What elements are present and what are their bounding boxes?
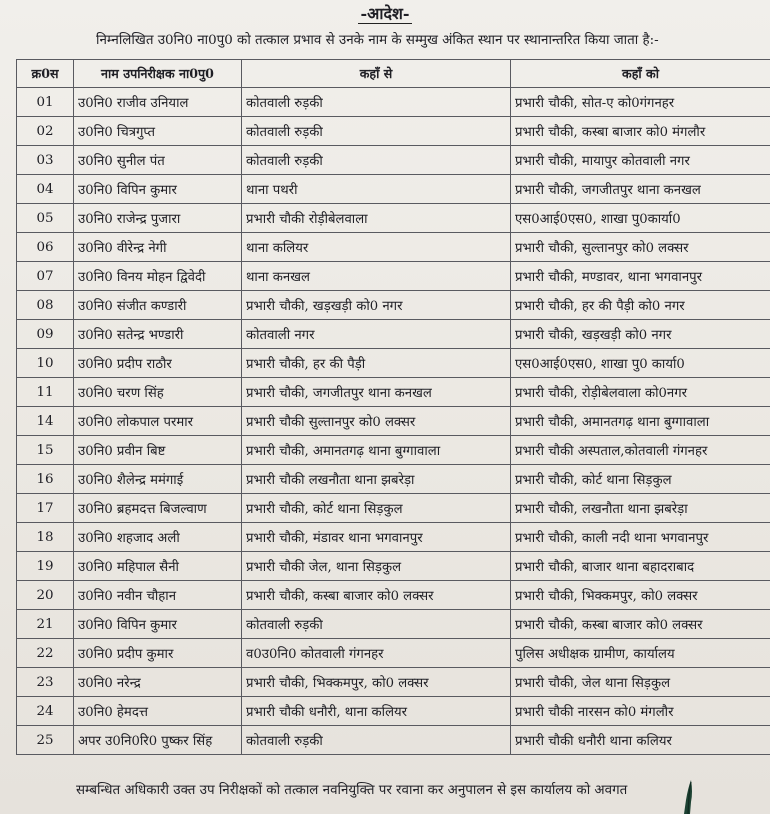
cell-officer-name: उ0नि0 राजीव उनियाल <box>74 88 242 117</box>
table-row <box>17 726 770 755</box>
cell-to-location: प्रभारी चौकी, रोड़ीबेलवाला को0नगर <box>511 378 770 407</box>
cell-officer-name: उ0नि0 चरण सिंह <box>74 378 242 407</box>
cell-officer-name: उ0नि0 सतेन्द्र भण्डारी <box>74 320 242 349</box>
cell-from-location: कोतवाली रुड़की <box>242 88 511 117</box>
cell-from-location: प्रभारी चौकी, भिक्कमपुर, को0 लक्सर <box>242 668 511 697</box>
cell-serial-number: 20 <box>17 581 74 610</box>
cell-from-location: प्रभारी चौकी, अमानतगढ़ थाना बुग्गावाला <box>242 436 511 465</box>
cell-from-location: प्रभारी चौकी, खड़खड़ी को0 नगर <box>242 291 511 320</box>
document-title: -आदेश- <box>360 4 410 23</box>
cell-to-location: प्रभारी चौकी, बाजार थाना बहादराबाद <box>511 552 770 581</box>
cell-officer-name: उ0नि0 वीरेन्द्र नेगी <box>74 233 242 262</box>
cell-serial-number: 08 <box>17 291 74 320</box>
cell-to-location: प्रभारी चौकी, जेल थाना सिड़कुल <box>511 668 770 697</box>
cell-officer-name: उ0नि0 प्रदीप राठौर <box>74 349 242 378</box>
cell-officer-name: उ0नि0 शैलेन्द्र ममंगाई <box>74 465 242 494</box>
cell-from-location: थाना पथरी <box>242 175 511 204</box>
table-row <box>17 117 770 146</box>
table-row <box>17 581 770 610</box>
cell-serial-number: 07 <box>17 262 74 291</box>
cell-to-location: एस0आई0एस0, शाखा पु0कार्या0 <box>511 204 770 233</box>
cell-officer-name: उ0नि0 सुनील पंत <box>74 146 242 175</box>
cell-serial-number: 04 <box>17 175 74 204</box>
cell-officer-name: उ0नि0 प्रदीप कुमार <box>74 639 242 668</box>
cell-officer-name: उ0नि0 विपिन कुमार <box>74 175 242 204</box>
cell-serial-number: 14 <box>17 407 74 436</box>
table-row <box>17 552 770 581</box>
cell-serial-number: 21 <box>17 610 74 639</box>
cell-from-location: कोतवाली नगर <box>242 320 511 349</box>
cell-to-location: प्रभारी चौकी, मायापुर कोतवाली नगर <box>511 146 770 175</box>
cell-to-location: प्रभारी चौकी, खड़खड़ी को0 नगर <box>511 320 770 349</box>
signature-pen-mark <box>676 778 700 814</box>
cell-to-location: प्रभारी चौकी, लखनौता थाना झबरेड़ा <box>511 494 770 523</box>
table-row <box>17 407 770 436</box>
cell-from-location: कोतवाली रुड़की <box>242 117 511 146</box>
cell-from-location: थाना कनखल <box>242 262 511 291</box>
table-row <box>17 291 770 320</box>
table-row <box>17 610 770 639</box>
order-intro-text: निम्नलिखित उ0नि0 ना0पु0 को तत्काल प्रभाव से उनके नाम के सम्मुख अंकित स्थान पर स्थानान्तरित किया जाता है:- <box>96 33 659 48</box>
table-row <box>17 697 770 726</box>
cell-serial-number: 01 <box>17 88 74 117</box>
cell-to-location: प्रभारी चौकी अस्पताल,कोतवाली गंगनहर <box>511 436 770 465</box>
table-row <box>17 320 770 349</box>
cell-to-location: प्रभारी चौकी, जगजीतपुर थाना कनखल <box>511 175 770 204</box>
cell-to-location: प्रभारी चौकी नारसन को0 मंगलौर <box>511 697 770 726</box>
table-row <box>17 349 770 378</box>
cell-officer-name: उ0नि0 हेमदत्त <box>74 697 242 726</box>
table-row <box>17 233 770 262</box>
table-row <box>17 146 770 175</box>
cell-serial-number: 15 <box>17 436 74 465</box>
cell-from-location: प्रभारी चौकी, हर की पैड़ी <box>242 349 511 378</box>
cell-to-location: पुलिस अधीक्षक ग्रामीण, कार्यालय <box>511 639 770 668</box>
table-row <box>17 175 770 204</box>
cell-officer-name: उ0नि0 विनय मोहन द्विवेदी <box>74 262 242 291</box>
cell-to-location: प्रभारी चौकी, भिक्कमपुर, को0 लक्सर <box>511 581 770 610</box>
cell-to-location: प्रभारी चौकी, सुल्तानपुर को0 लक्सर <box>511 233 770 262</box>
header-serial-number: क्र0स <box>17 60 74 88</box>
cell-from-location: व0उ0नि0 कोतवाली गंगनहर <box>242 639 511 668</box>
cell-from-location: प्रभारी चौकी सुल्तानपुर को0 लक्सर <box>242 407 511 436</box>
table-row <box>17 523 770 552</box>
cell-officer-name: उ0नि0 चित्रगुप्त <box>74 117 242 146</box>
cell-officer-name: उ0नि0 नरेन्द्र <box>74 668 242 697</box>
transfer-table <box>16 59 770 755</box>
cell-to-location: प्रभारी चौकी, अमानतगढ़ थाना बुग्गावाला <box>511 407 770 436</box>
cell-serial-number: 23 <box>17 668 74 697</box>
cell-serial-number: 06 <box>17 233 74 262</box>
cell-serial-number: 22 <box>17 639 74 668</box>
cell-from-location: प्रभारी चौकी रोड़ीबेलवाला <box>242 204 511 233</box>
cell-serial-number: 11 <box>17 378 74 407</box>
cell-serial-number: 18 <box>17 523 74 552</box>
table-row <box>17 436 770 465</box>
cell-serial-number: 16 <box>17 465 74 494</box>
footer-instruction-text: सम्बन्धित अधिकारी उक्त उप निरीक्षकों को तत्काल नवनियुक्ति पर रवाना कर अनुपालन से इस कार्यालय को अवगत <box>76 783 628 798</box>
header-to-location: कहाँ को <box>511 60 770 88</box>
cell-from-location: प्रभारी चौकी, मंडावर थाना भगवानपुर <box>242 523 511 552</box>
header-officer-name: नाम उपनिरीक्षक ना0पु0 <box>74 60 242 88</box>
cell-officer-name: उ0नि0 राजेन्द्र पुजारा <box>74 204 242 233</box>
cell-from-location: प्रभारी चौकी जेल, थाना सिड़कुल <box>242 552 511 581</box>
cell-officer-name: उ0नि0 विपिन कुमार <box>74 610 242 639</box>
cell-to-location: प्रभारी चौकी, कस्बा बाजार को0 मंगलौर <box>511 117 770 146</box>
cell-to-location: प्रभारी चौकी, हर की पैड़ी को0 नगर <box>511 291 770 320</box>
cell-from-location: प्रभारी चौकी, कोर्ट थाना सिड़कुल <box>242 494 511 523</box>
table-row <box>17 204 770 233</box>
cell-from-location: प्रभारी चौकी धनौरी, थाना कलियर <box>242 697 511 726</box>
table-row <box>17 465 770 494</box>
cell-serial-number: 02 <box>17 117 74 146</box>
cell-from-location: प्रभारी चौकी लखनौता थाना झबरेड़ा <box>242 465 511 494</box>
cell-serial-number: 25 <box>17 726 74 755</box>
cell-officer-name: उ0नि0 ब्रहमदत्त बिजल्वाण <box>74 494 242 523</box>
cell-to-location: प्रभारी चौकी, काली नदी थाना भगवानपुर <box>511 523 770 552</box>
cell-from-location: प्रभारी चौकी, जगजीतपुर थाना कनखल <box>242 378 511 407</box>
cell-from-location: कोतवाली रुड़की <box>242 146 511 175</box>
cell-serial-number: 03 <box>17 146 74 175</box>
cell-to-location: प्रभारी चौकी, मण्डावर, थाना भगवानपुर <box>511 262 770 291</box>
cell-to-location: प्रभारी चौकी, कोर्ट थाना सिड़कुल <box>511 465 770 494</box>
cell-serial-number: 05 <box>17 204 74 233</box>
cell-serial-number: 19 <box>17 552 74 581</box>
cell-serial-number: 17 <box>17 494 74 523</box>
cell-officer-name: उ0नि0 नवीन चौहान <box>74 581 242 610</box>
table-row <box>17 378 770 407</box>
cell-serial-number: 24 <box>17 697 74 726</box>
header-from-location: कहाँ से <box>242 60 511 88</box>
cell-officer-name: उ0नि0 लोकपाल परमार <box>74 407 242 436</box>
cell-to-location: प्रभारी चौकी, कस्बा बाजार को0 लक्सर <box>511 610 770 639</box>
table-row <box>17 668 770 697</box>
cell-officer-name: उ0नि0 संजीत कण्डारी <box>74 291 242 320</box>
table-header-row <box>17 60 770 88</box>
cell-from-location: प्रभारी चौकी, कस्बा बाजार को0 लक्सर <box>242 581 511 610</box>
table-row <box>17 494 770 523</box>
cell-serial-number: 09 <box>17 320 74 349</box>
cell-officer-name: उ0नि0 महिपाल सैनी <box>74 552 242 581</box>
cell-serial-number: 10 <box>17 349 74 378</box>
cell-to-location: प्रभारी चौकी धनौरी थाना कलियर <box>511 726 770 755</box>
table-row <box>17 639 770 668</box>
cell-to-location: प्रभारी चौकी, सोत-ए को0गंगनहर <box>511 88 770 117</box>
cell-officer-name: अपर उ0नि0रि0 पुष्कर सिंह <box>74 726 242 755</box>
cell-from-location: कोतवाली रुड़की <box>242 726 511 755</box>
cell-from-location: थाना कलियर <box>242 233 511 262</box>
cell-officer-name: उ0नि0 शहजाद अली <box>74 523 242 552</box>
cell-from-location: कोतवाली रुड़की <box>242 610 511 639</box>
table-row <box>17 262 770 291</box>
cell-to-location: एस0आई0एस0, शाखा पु0 कार्या0 <box>511 349 770 378</box>
table-row <box>17 88 770 117</box>
cell-officer-name: उ0नि0 प्रवीन बिष्ट <box>74 436 242 465</box>
transfer-table-body <box>17 88 770 755</box>
